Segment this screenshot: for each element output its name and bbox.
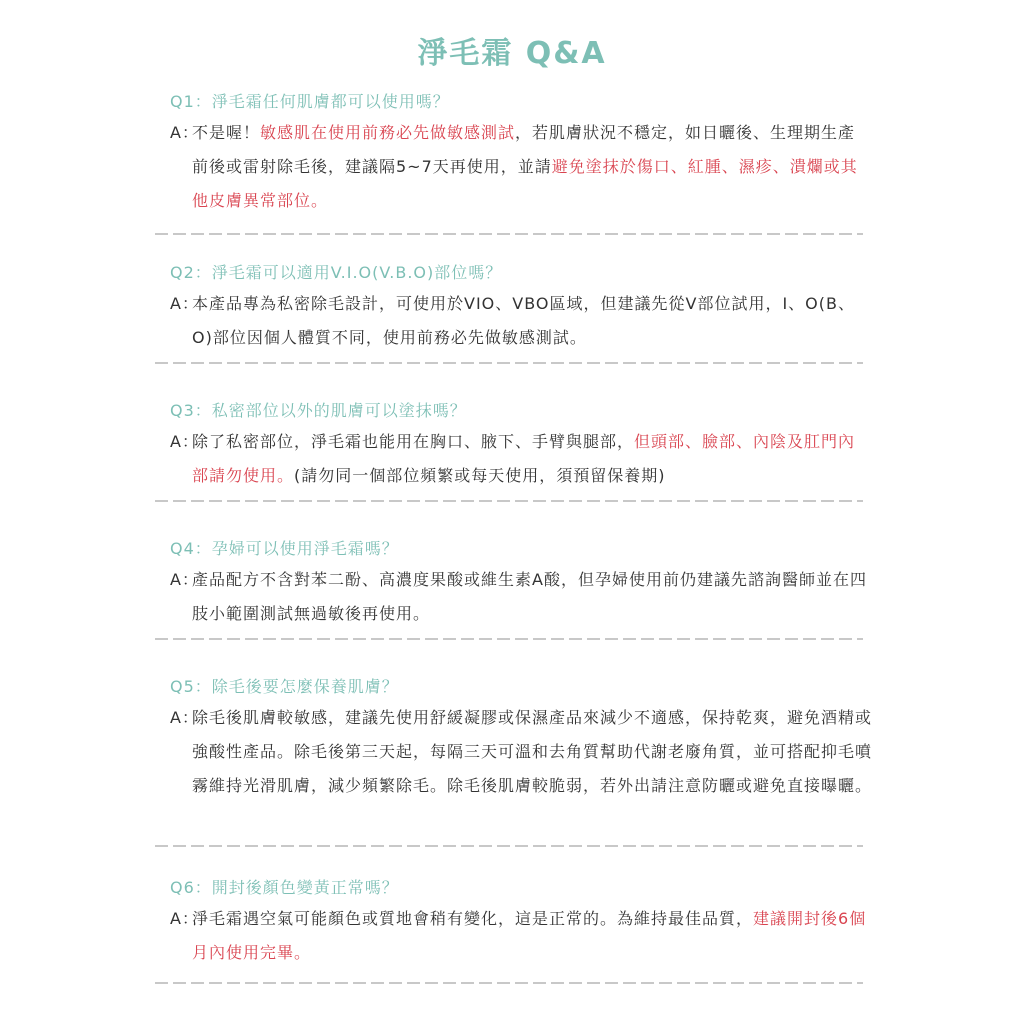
answer-6 [170,902,872,970]
answer-text: 本產品專為私密除毛設計，可使用於VIO、VBO區域，但建議先從V部位試用，I、O(B、O)部位因個人體質不同，使用前務必先做敏感測試。 [192,294,855,347]
answer-1 [170,116,872,218]
answer-text: 除毛後肌膚較敏感，建議先使用舒緩凝膠或保濕產品來減少不適感，保持乾爽，避免酒精或強酸性產品。除毛後第三天起，每隔三天可溫和去角質幫助代謝老廢角質，並可搭配抑毛噴霧維持光滑肌膚，減少頻繁除毛。除毛後肌膚較脆弱，若外出請注意防曬或避免直接曝曬。 [192,708,873,795]
faq-item-6 [170,874,870,1014]
answer-prefix: A： [170,432,199,451]
faq-item-4 [170,535,870,675]
answer-prefix: A： [170,123,199,142]
answer-prefix: A： [170,294,199,313]
answer-text: 不是喔！ [192,123,261,142]
question-1: Q1：淨毛霜任何肌膚都可以使用嗎？ [170,92,450,111]
page-title: 淨毛霜 Q&A [417,36,607,71]
answer-prefix: A： [170,570,199,589]
question-5: Q5：除毛後要怎麼保養肌膚？ [170,677,399,696]
dashed-divider [155,233,863,235]
dashed-divider [155,500,863,502]
dashed-divider [155,638,863,640]
answer-prefix: A： [170,708,199,727]
answer-5 [170,701,872,803]
answer-highlight: 避免塗抹於傷口、紅腫、濕疹、潰爛或其他皮膚異常部位。 [192,157,858,210]
answer-prefix: A： [170,909,199,928]
answer-highlight: 敏感肌在使用前務必先做敏感測試 [260,123,516,142]
answer-3 [170,425,872,493]
faq-item-1 [170,88,870,227]
answer-text: (請勿同一個部位頻繁或每天使用，須預留保養期) [294,466,666,485]
question-3: Q3：私密部位以外的肌膚可以塗抹嗎？ [170,401,467,420]
answer-4 [170,563,872,631]
question-6: Q6：開封後顏色變黃正常嗎？ [170,878,399,897]
dashed-divider [155,845,863,847]
dashed-divider [155,362,863,364]
question-2: Q2：淨毛霜可以適用V.I.O(V.B.O)部位嗎？ [170,263,503,282]
answer-text: 淨毛霜遇空氣可能顏色或質地會稍有變化，這是正常的。為維持最佳品質， [192,909,754,928]
faq-item-5 [170,673,873,878]
faq-item-3 [170,397,870,537]
faq-item-2 [170,259,870,399]
dashed-divider [155,982,863,984]
answer-text: 除了私密部位，淨毛霜也能用在胸口、腋下、手臂與腿部， [192,432,635,451]
answer-highlight: 建議開封後6個月內使用完畢。 [192,909,867,962]
answer-highlight: 但頭部、臉部、內陰及肛門內部請勿使用。 [192,432,856,485]
question-4: Q4：孕婦可以使用淨毛霜嗎？ [170,539,399,558]
answer-2 [170,287,872,355]
answer-text: 產品配方不含對苯二酚、高濃度果酸或維生素A酸，但孕婦使用前仍建議先諮詢醫師並在四肢小範圍測試無過敏後再使用。 [192,570,867,623]
faq-list [170,88,873,1014]
answer-text: ，若肌膚狀況不穩定，如日曬後、生理期生產前後或雷射除毛後，建議隔5~7天再使用，並請 [192,123,856,176]
